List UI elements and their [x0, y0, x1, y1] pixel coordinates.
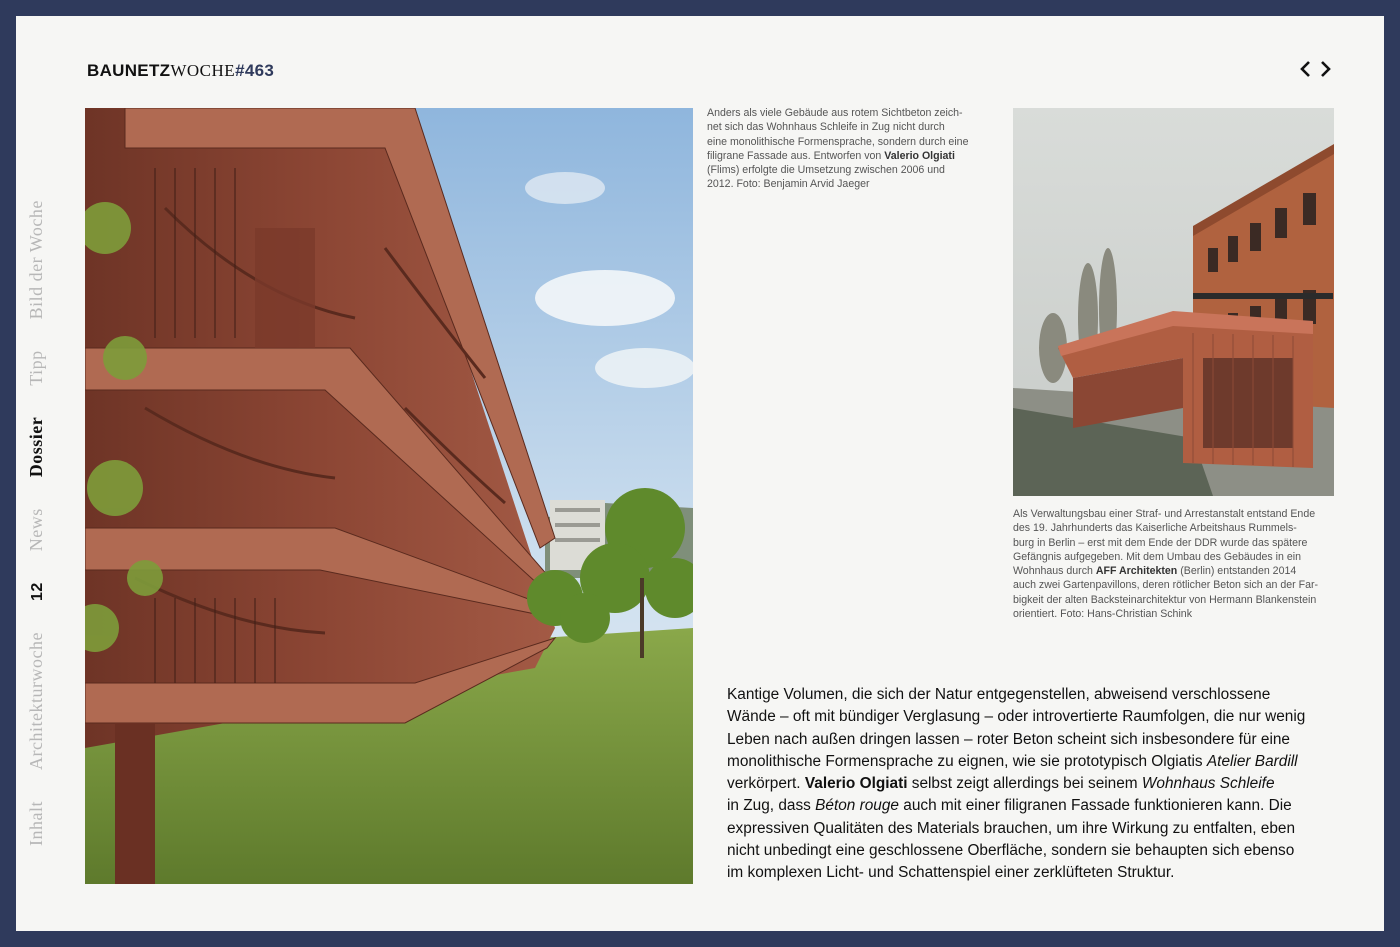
sidenav-item-bild-der-woche[interactable]: Bild der Woche: [26, 200, 46, 320]
brand-name-bold: BAUNETZ: [87, 61, 171, 80]
caption-main-photo: [707, 106, 989, 192]
chevron-right-icon[interactable]: [1317, 60, 1333, 80]
sidenav-item-inhalt[interactable]: Inhalt: [26, 801, 46, 846]
body-text-2: verkörpert.: [727, 775, 801, 793]
sidenav-item-news[interactable]: News: [26, 508, 46, 552]
issue-number: #463: [235, 61, 275, 80]
photo-gartenpavillon: [1013, 108, 1334, 496]
caption-side-photo: [1013, 507, 1345, 621]
photo-wohnhaus-schleife: [85, 108, 693, 884]
caption-1-text-a: Anders als viele Gebäude aus rotem Sichtbeton zeich- net sich das Wohnhaus Schleife in Zug nicht durch eine monolithische Formensprache, sondern durch eine filigrane Fassade aus. Entworfen von: [707, 107, 969, 162]
caption-2-architect: AFF Architekten: [1095, 565, 1178, 578]
brand-name-serif: WOCHE: [170, 61, 236, 80]
side-navigation: [26, 196, 56, 846]
sidenav-item-architekturwoche[interactable]: Architekturwoche: [26, 632, 46, 770]
caption-2-text-a: Als Verwaltungsbau einer Straf- und Arrestanstalt entstand Ende des 19. Jahrhunderts das Kaiserliche Arbeitshaus Rummels- burg in Berlin – erst mit dem Ende der DDR wurde das spätere Gefängnis aufgegeben. Mit dem Umbau des Gebäudes in ein Wohnhaus durch: [1013, 508, 1316, 578]
body-bold-architect: Valerio Olgiati: [804, 775, 908, 793]
body-text-3: selbst zeigt allerdings bei seinem: [907, 775, 1142, 793]
sidenav-item-tipp[interactable]: Tipp: [26, 350, 46, 386]
body-italic-atelier-bardill: Atelier Bardill: [1206, 752, 1298, 770]
body-italic-wohnhaus-schleife: Wohnhaus Schleife: [1141, 775, 1275, 793]
page-number: 12: [29, 582, 46, 602]
article-body: [727, 684, 1337, 885]
body-text-4: in Zug, dass: [727, 797, 811, 815]
brand-logo[interactable]: [87, 61, 274, 81]
body-italic-beton-rouge: Béton rouge: [815, 797, 899, 815]
caption-1-text-b: (Flims) erfolgte die Umsetzung zwischen 2006 und 2012. Foto: Benjamin Arvid Jaeger: [707, 164, 945, 191]
caption-1-architect: Valerio Olgiati: [884, 149, 955, 162]
sidenav-item-dossier[interactable]: Dossier: [26, 416, 46, 478]
body-text-5: auch mit einer filigranen Fassade funktionieren kann. Die expressiven Qualitäten des Materials brauchen, um ihre Wirkung zu entfalten, eben nicht unbedingt eine geschlossene Oberfläche, sondern sie behaupten sich ebenso im komplexen Licht- und Schattenspiel einer zerklüfteten Struktur.: [727, 797, 1296, 882]
caption-2-text-b: (Berlin) entstanden 2014 auch zwei Gartenpavillons, deren rötlicher Beton sich an der Far- bigkeit der alten Backsteinarchitektur von Hermann Blankenstein orientiert. Foto: Hans-Christian Schink: [1013, 565, 1319, 621]
body-text-1: Kantige Volumen, die sich der Natur entgegenstellen, abweisend verschlossene Wände – oft mit bündiger Verglasung – oder introvertierte Raumfolgen, die nur wenig Leben nach außen dringen lassen – roter Beton scheint sich insbesondere für eine monolithische Formensprache zu eignen, wie sie prototypisch Olgiatis: [727, 686, 1306, 770]
chevron-left-icon[interactable]: [1298, 60, 1314, 80]
magazine-page: [16, 16, 1384, 931]
